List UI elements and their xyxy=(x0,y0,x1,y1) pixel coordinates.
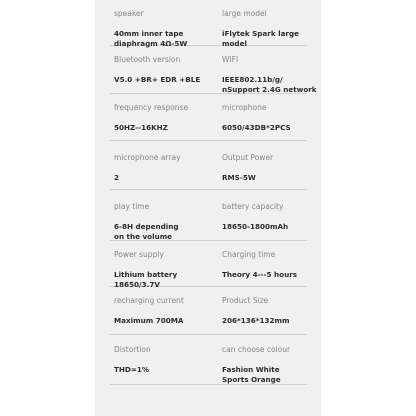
spec-microphone-array xyxy=(114,153,224,183)
spec-charging-time xyxy=(222,250,320,280)
spec-label: recharging current xyxy=(114,296,184,305)
spec-label: speaker xyxy=(114,9,144,18)
spec-label: WIFI xyxy=(222,55,239,64)
spec-label: Output Power xyxy=(222,153,274,162)
spec-distortion xyxy=(114,345,224,375)
spec-output-power xyxy=(222,153,320,183)
spec-label: battery capacity xyxy=(222,202,284,211)
spec-value: 2 xyxy=(114,173,120,182)
spec-value: RMS-5W xyxy=(222,173,256,182)
spec-value: 40mm inner tape diaphragm 4Ω-5W xyxy=(114,29,188,48)
spec-label: large model xyxy=(222,9,267,18)
spec-value: 6050/43DB*2PCS xyxy=(222,123,291,132)
spec-value: iFlytek Spark large model xyxy=(222,29,299,48)
spec-value: 6-8H depending on the volume xyxy=(114,222,179,241)
spec-value: Theory 4---5 hours xyxy=(222,270,298,279)
spec-value: V5.0 +BR+ EDR +BLE xyxy=(114,75,201,84)
spec-value: IEEE802.11b/g/ nSupport 2.4G network xyxy=(222,75,317,94)
spec-label: play time xyxy=(114,202,150,211)
spec-label: microphone array xyxy=(114,153,181,162)
spec-label: microphone xyxy=(222,103,267,112)
spec-power-supply xyxy=(114,250,224,290)
spec-value: Maximum 700MA xyxy=(114,316,184,325)
spec-battery-capacity xyxy=(222,202,320,232)
row-divider xyxy=(110,189,307,190)
spec-value: THD=1% xyxy=(114,365,150,374)
spec-microphone xyxy=(222,103,320,133)
spec-product-size xyxy=(222,296,320,326)
row-divider xyxy=(110,334,307,335)
row-divider xyxy=(110,140,307,141)
spec-frequency-response xyxy=(114,103,224,133)
spec-value: Fashion White Sports Orange xyxy=(222,365,281,384)
spec-label: can choose colour xyxy=(222,345,291,354)
spec-large-model xyxy=(222,9,320,49)
spec-wifi xyxy=(222,55,320,95)
spec-colour-options xyxy=(222,345,320,385)
spec-bluetooth-version xyxy=(114,55,224,85)
spec-label: Product Size xyxy=(222,296,269,305)
spec-label: Charging time xyxy=(222,250,276,259)
spec-value: 206*136*132mm xyxy=(222,316,290,325)
spec-label: Bluetooth version xyxy=(114,55,181,64)
spec-value: 50HZ--16KHZ xyxy=(114,123,168,132)
spec-recharging-current xyxy=(114,296,224,326)
spec-label: Distortion xyxy=(114,345,151,354)
spec-play-time xyxy=(114,202,224,242)
spec-speaker xyxy=(114,9,224,49)
spec-label: frequency response xyxy=(114,103,189,112)
spec-value: 18650-1800mAh xyxy=(222,222,289,231)
spec-value: Lithium battery 18650/3.7V xyxy=(114,270,178,289)
spec-label: Power supply xyxy=(114,250,164,259)
